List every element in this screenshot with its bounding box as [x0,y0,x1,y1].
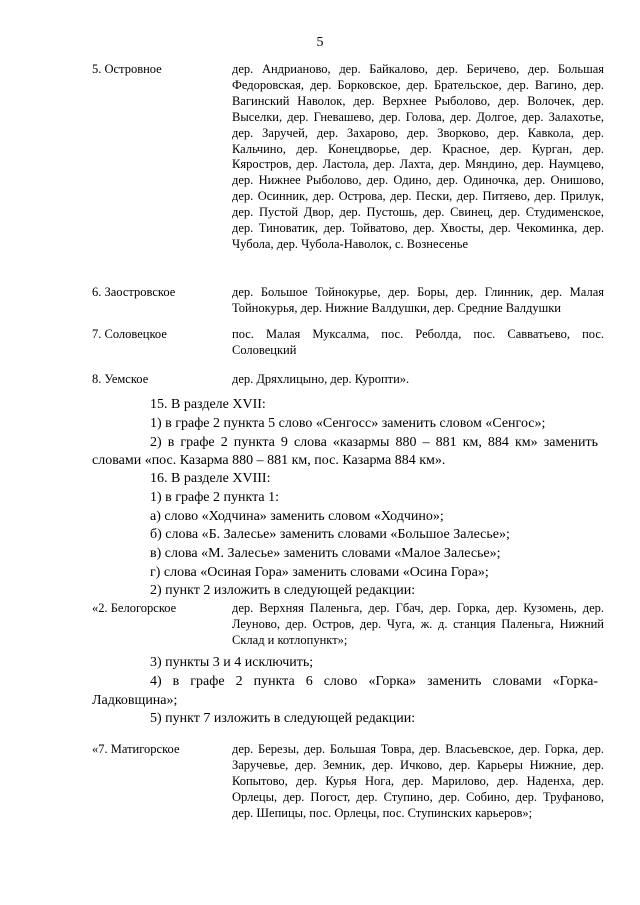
section-16-sub-g: г) слова «Осиная Гора» заменить словами «Осина Гора»; [150,565,489,580]
settlement-villages: дер. Андрианово, дер. Байкалово, дер. Беричево, дер. Большая Федоровская, дер. Борковское, дер. Брательское, дер. Вагино, дер. Вагинский Наволок, дер. Верхнее Рыболово, дер. Волочек, дер. Выселки, дер. Гневашево, дер. Голова, дер. Долгое, дер. Залахотье, дер. Заручей, дер. Захарово, дер. Зворково, дер. Кавкола, дер. Кальчино, дер. Конецдворье, дер. Красное, дер. Курган, дер. Кяростров, дер. Ластола, дер. Лахта, дер. Мяндино, дер. Наумцево, дер. Нижнее Рыболово, дер. Одино, дер. Одиночка, дер. Онишово, дер. Осинник, дер. Острова, дер. Пески, дер. Питяево, дер. Прилук, дер. Пустой Двор, дер. Пустошь, дер. Свинец, дер. Студименское, дер. Тиноватик, дер. Тойватово, дер. Хвосты, дер. Чекоминка, дер. Чубола, дер. Чубола-Наволок, с. Вознесенье [232,62,604,251]
settlement-name: «7. Матигорское [92,742,180,756]
section-15-heading: 15. В разделе XVII: [150,397,266,412]
section-15-item-2-line-1: 2) в графе 2 пункта 9 слова «казармы 880 – 881 км, 884 км» заменить [150,435,598,450]
settlement-villages: дер. Березы, дер. Большая Товра, дер. Власьевское, дер. Горка, дер. Заручевье, дер. Земник, дер. Ичково, дер. Карьеры Нижние, дер. Копытово, дер. Курья Нога, дер. Марилово, дер. Наденха, дер. Орлецы, дер. Погост, дер. Ступино, дер. Собино, дер. Труфаново, дер. Шепицы, пос. Орлецы, пос. Ступинских карьеров»; [232,742,604,820]
settlement-name: 5. Островное [92,62,162,76]
page-number: 5 [316,35,324,50]
section-16-sub-a: а) слово «Ходчина» заменить словом «Ходчино»; [150,509,444,524]
section-16-item-4-line-2: Ладковщина»; [92,693,178,708]
section-15-item-1: 1) в графе 2 пункта 5 слово «Сенгосс» заменить словом «Сенгос»; [150,416,546,431]
section-16-sub-b: б) слова «Б. Залесье» заменить словами «Большое Залесье»; [150,527,510,542]
settlement-entry-matigorskoe [92,742,604,822]
settlement-villages: дер. Дряхлицыно, дер. Куропти». [232,372,410,386]
settlement-villages: дер. Верхняя Паленьга, дер. Гбач, дер. Горка, дер. Кузомень, дер. Леуново, дер. Остров, дер. Чуга, ж. д. станция Паленьга, Нижний Склад и котлопункт»; [232,601,604,647]
section-15-item-2-line-2: словами «пос. Казарма 880 – 881 км, пос. Казарма 884 км». [92,453,446,468]
section-16-item-1: 1) в графе 2 пункта 1: [150,490,280,505]
section-16-item-2: 2) пункт 2 изложить в следующей редакции: [150,583,416,598]
settlement-name: 8. Уемское [92,372,149,386]
section-16-item-3: 3) пункты 3 и 4 исключить; [150,655,314,670]
settlement-name: «2. Белогорское [92,601,177,615]
section-16-item-4-line-1: 4) в графе 2 пункта 6 слово «Горка» заменить словами «Горка- [150,674,598,689]
settlement-entry-solovetskoe [92,327,604,359]
settlement-entry-uemskoe [92,372,604,388]
settlement-entry-ostrovnoe [92,62,604,253]
settlement-villages: дер. Большое Тойнокурье, дер. Боры, дер. Глинник, дер. Малая Тойнокурья, дер. Нижние Валдушки, дер. Средние Валдушки [232,285,604,315]
settlement-name: 6. Заостровское [92,285,176,299]
settlement-entry-belogorskoe [92,601,604,649]
section-16-item-5: 5) пункт 7 изложить в следующей редакции: [150,711,416,726]
settlement-villages: пос. Малая Муксалма, пос. Реболда, пос. Савватьево, пос. Соловецкий [232,327,604,357]
section-16-sub-v: в) слова «М. Залесье» заменить словами «Малое Залесье»; [150,546,501,561]
settlement-name: 7. Соловецкое [92,327,167,341]
settlement-entry-zaostrovskoe [92,285,604,317]
section-16-heading: 16. В разделе XVIII: [150,471,271,486]
